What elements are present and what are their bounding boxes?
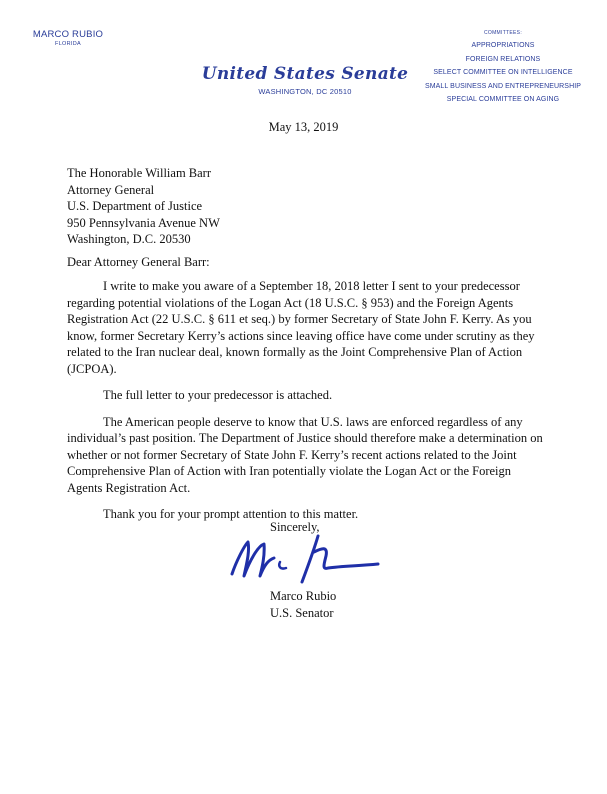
committees-list bbox=[418, 30, 588, 107]
signature bbox=[218, 522, 393, 592]
body-paragraph: Thank you for your prompt attention to this matter. bbox=[103, 507, 359, 521]
address-line: 950 Pennsylvania Avenue NW bbox=[67, 215, 220, 230]
address-line: Attorney General bbox=[67, 182, 155, 197]
body-paragraph: I write to make you aware of a September 18, 2018 letter I sent to your predecessor regarding potential violations of the Logan Act (18 U.S.C. § 953) and the Foreign Agents Registration Act (22 U.S.C. § 611 et seq.) by former Secretary of State John F. Kerry. As you know, former Secretary Kerry’s actions since leaving office have come under scrutiny as they related to the Iran nuclear deal, known formally as the Joint Comprehensive Plan of Action (JCPOA). bbox=[67, 279, 535, 376]
address-line: U.S. Department of Justice bbox=[67, 199, 203, 213]
committees-heading: COMMITTEES: bbox=[483, 30, 523, 36]
recipient-address bbox=[67, 165, 220, 248]
address-line: Washington, D.C. 20530 bbox=[67, 232, 191, 246]
closing: Sincerely, bbox=[270, 520, 320, 534]
salutation: Dear Attorney General Barr: bbox=[67, 255, 210, 269]
letter-date: May 13, 2019 bbox=[268, 120, 339, 134]
letter-body bbox=[67, 278, 545, 533]
committee-item: SMALL BUSINESS AND ENTREPRENEURSHIP bbox=[424, 82, 582, 90]
committee-item: SELECT COMMITTEE ON INTELLIGENCE bbox=[433, 69, 573, 76]
signer-block bbox=[270, 588, 336, 621]
letterhead-masthead bbox=[190, 64, 420, 96]
body-paragraph: The full letter to your predecessor is attached. bbox=[103, 388, 333, 402]
sender-name: MARCO RUBIO bbox=[32, 29, 104, 40]
body-paragraph: The American people deserve to know that U.S. laws are enforced regardless of any individual’s past position. The Department of Justice should therefore make a determination on whether or not former Secretary of State John F. Kerry’s recent actions related to the Joint Comprehensive Plan of Action with Iran potentially violate the Logan Act or the Foreign Agents Registration Act. bbox=[67, 414, 543, 495]
sender-block bbox=[18, 29, 118, 47]
senate-city: WASHINGTON, DC 20510 bbox=[258, 87, 352, 96]
committee-item: SPECIAL COMMITTEE ON AGING bbox=[446, 96, 560, 103]
committee-item: FOREIGN RELATIONS bbox=[465, 55, 541, 63]
address-line: The Honorable William Barr bbox=[67, 166, 212, 180]
signer-name: Marco Rubio bbox=[270, 589, 337, 603]
senate-title: United States Senate bbox=[201, 64, 409, 84]
signer-title: U.S. Senator bbox=[270, 605, 334, 620]
sender-state: FLORIDA bbox=[55, 41, 81, 47]
committee-item: APPROPRIATIONS bbox=[471, 42, 535, 49]
